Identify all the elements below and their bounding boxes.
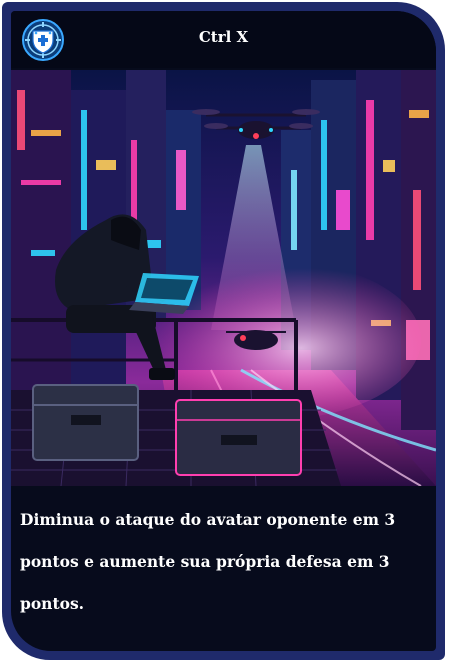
cyberpunk-hacker-city-artwork	[11, 70, 436, 486]
circuit-shield-emblem-icon	[21, 18, 65, 62]
card-description: Diminua o ataque do avatar oponente em 3 pontos e aumente sua própria defesa em 3 pontos.	[20, 510, 396, 613]
card-header	[11, 11, 436, 68]
card-title: Ctrl X	[198, 28, 249, 46]
card-body	[11, 11, 436, 651]
